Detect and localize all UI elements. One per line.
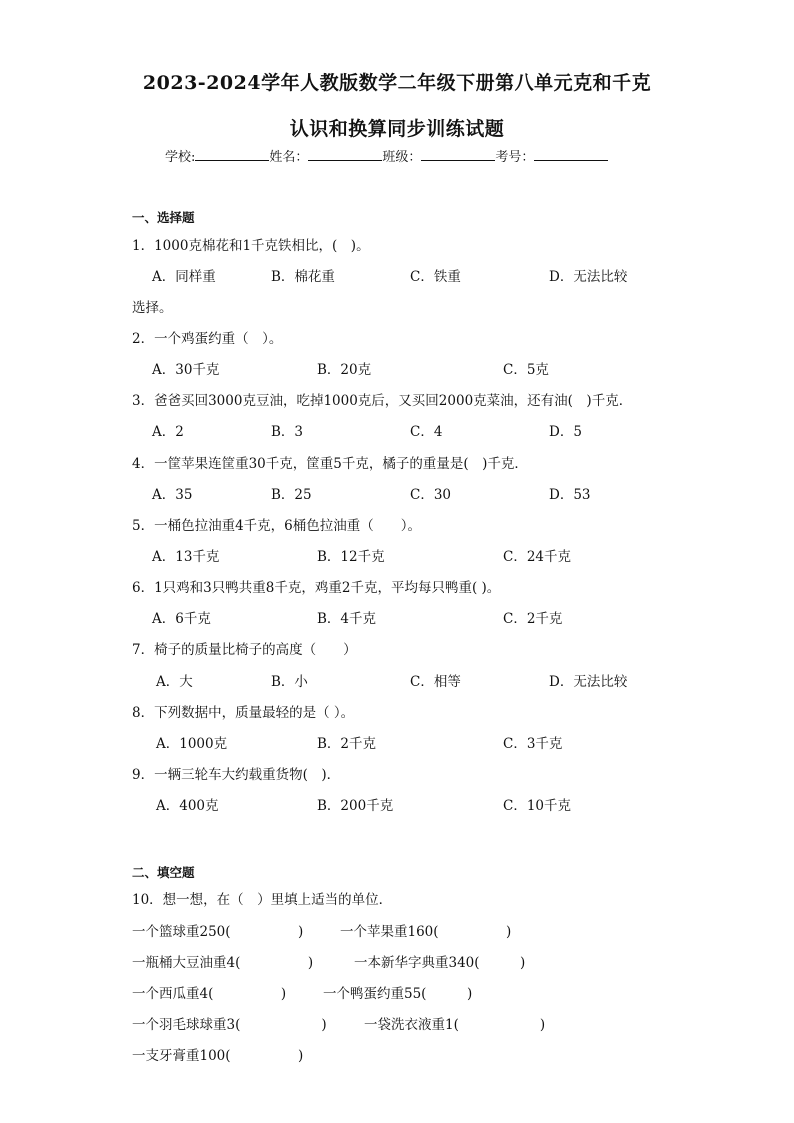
question-4: 4．一筐苹果连筐重30千克，筐重5千克，橘子的重量是( )千克．: [132, 456, 528, 472]
title-line-1: 2023-2024学年人教版数学二年级下册第八单元克和千克: [142, 72, 652, 94]
question-8: 8．下列数据中，质量最轻的是（ ）。: [132, 705, 355, 721]
q2-option-a: A．30千克: [152, 362, 220, 378]
exam-no-label: 考号：: [495, 150, 535, 165]
q4-option-c: C．30: [410, 487, 452, 503]
q4-option-d: D．53: [549, 487, 591, 503]
title-line-2: 认识和换算同步训练试题: [289, 118, 505, 140]
q6-option-b: B．4千克: [317, 611, 377, 627]
student-info-row: [165, 146, 608, 165]
q3-option-b: B．3: [271, 424, 304, 440]
question-7: 7．椅子的质量比椅子的高度（ ）: [132, 642, 357, 658]
q5-option-a: A．13千克: [152, 549, 220, 565]
q7-option-d: D．无法比较: [549, 674, 628, 690]
q8-option-b: B．2千克: [317, 736, 377, 752]
q4-option-a: A．35: [152, 487, 193, 503]
q7-option-a: A．大: [156, 674, 193, 690]
fill-item: 一个篮球重250( ): [132, 924, 304, 940]
section-choice-heading: 一、选择题: [132, 210, 195, 225]
question-1: 1．1000克棉花和1千克铁相比，( )。: [132, 238, 370, 254]
q9-option-c: C．10千克: [503, 798, 572, 814]
name-label: 姓名：: [269, 150, 309, 165]
exam-no-blank: [534, 148, 608, 161]
q5-option-b: B．12千克: [317, 549, 385, 565]
section-fill-heading: 二、填空题: [132, 865, 195, 880]
q1-option-a: A．同样重: [152, 269, 216, 285]
q5-option-c: C．24千克: [503, 549, 572, 565]
q3-option-c: C．4: [410, 424, 443, 440]
fill-item: 一个西瓜重4( ): [132, 986, 287, 1002]
fill-item: 一个鸭蛋约重55( ): [323, 986, 473, 1002]
fill-item: 一支牙膏重100( ): [132, 1048, 304, 1064]
q2-option-b: B．20克: [317, 362, 372, 378]
q1-option-c: C．铁重: [410, 269, 461, 285]
fill-item: 一袋洗衣液重1( ): [364, 1017, 546, 1033]
name-blank: [308, 148, 382, 161]
q4-option-b: B．25: [271, 487, 312, 503]
class-blank: [421, 148, 495, 161]
fill-item: 一本新华字典重340( ): [354, 955, 526, 971]
q8-option-c: C．3千克: [503, 736, 563, 752]
q3-option-a: A．2: [152, 424, 184, 440]
q7-option-b: B．小: [271, 674, 308, 690]
fill-item: 一瓶桶大豆油重4( ): [132, 955, 314, 971]
fill-item: 一个羽毛球球重3( ): [132, 1017, 327, 1033]
q7-option-c: C．相等: [410, 674, 461, 690]
school-blank: [195, 148, 269, 161]
class-label: 班级：: [382, 150, 422, 165]
q1-option-b: B．棉花重: [271, 269, 335, 285]
question-3: 3．爸爸买回3000克豆油，吃掉1000克后，又买回2000克菜油，还有油( )千克．: [132, 393, 633, 409]
q6-option-a: A．6千克: [152, 611, 211, 627]
question-5: 5．一桶色拉油重4千克，6桶色拉油重（ ）。: [132, 518, 422, 534]
question-10: 10．想一想，在（ ）里填上适当的单位．: [132, 892, 393, 908]
q9-option-b: B．200千克: [317, 798, 394, 814]
q1-continuation: 选择。: [132, 300, 173, 316]
q9-option-a: A．400克: [156, 798, 219, 814]
q2-option-c: C．5克: [503, 362, 549, 378]
q1-option-d: D．无法比较: [549, 269, 628, 285]
question-2: 2．一个鸡蛋约重（ ）。: [132, 331, 283, 347]
question-9: 9．一辆三轮车大约载重货物( )．: [132, 767, 341, 783]
school-label: 学校:: [165, 150, 196, 165]
fill-item: 一个苹果重160( ): [340, 924, 512, 940]
q8-option-a: A．1000克: [156, 736, 228, 752]
q6-option-c: C．2千克: [503, 611, 563, 627]
q3-option-d: D．5: [549, 424, 582, 440]
question-6: 6．1只鸡和3只鸭共重8千克，鸡重2千克，平均每只鸭重( )。: [132, 580, 501, 596]
